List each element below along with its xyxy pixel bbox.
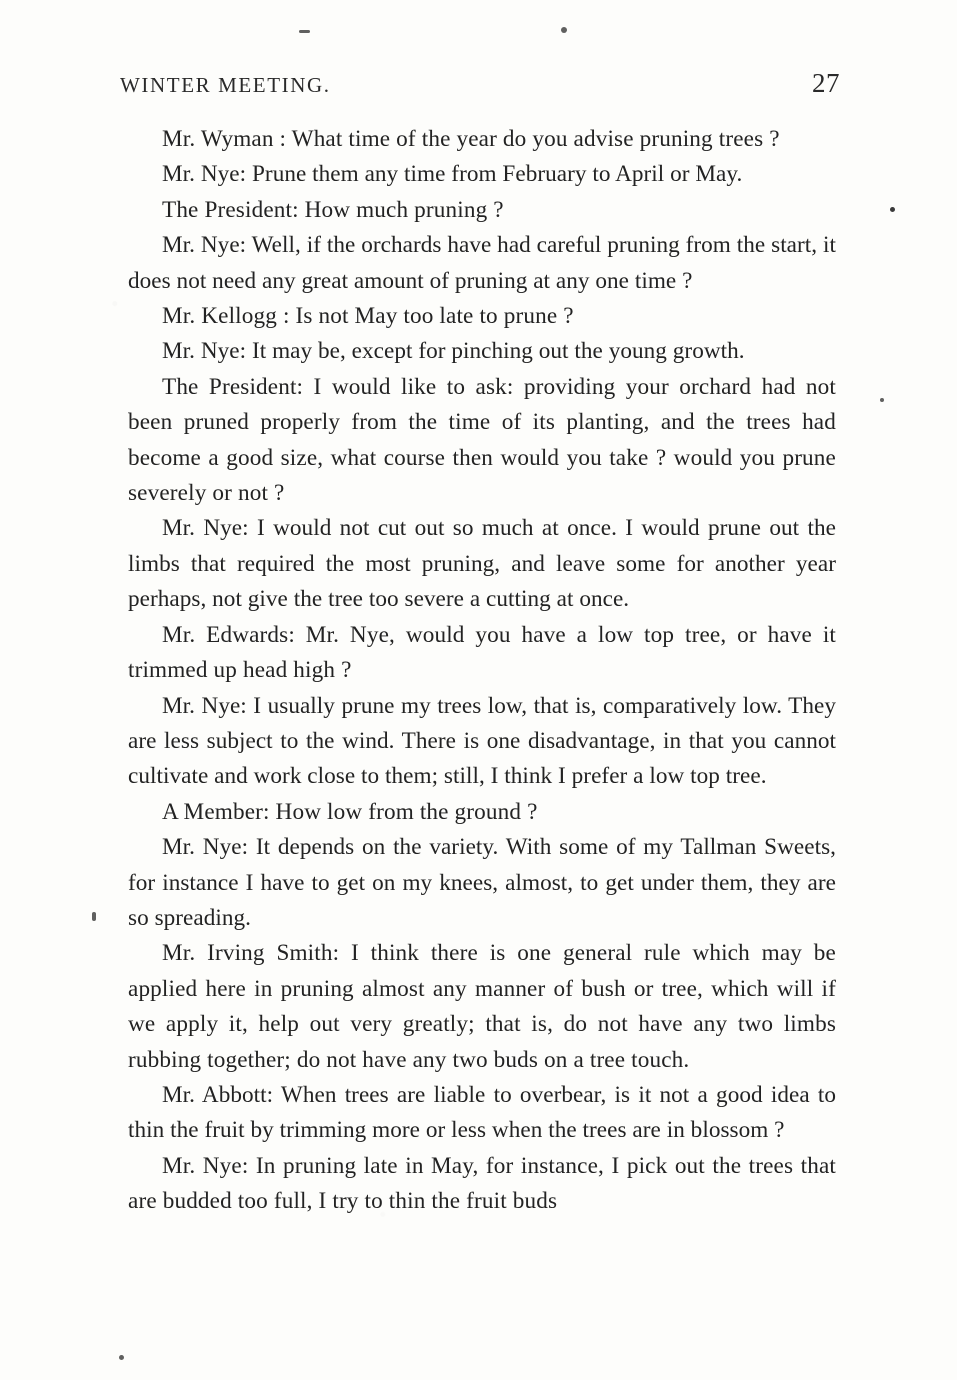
paragraph: Mr. Kellogg : Is not May too late to prune ?: [162, 303, 574, 330]
ink-speck: [119, 1355, 124, 1360]
paragraph: Mr. Abbott: When trees are liable to overbear, is it not a good idea to thin the fruit by trimming more or less when the trees are in blossom ?: [128, 1081, 836, 1144]
paragraph: Mr. Nye: In pruning late in May, for instance, I pick out the trees that are budded too full, I try to thin the fruit buds: [128, 1152, 836, 1215]
ink-speck: [561, 27, 567, 33]
page-body: [128, 122, 836, 1220]
paragraph: Mr. Wyman : What time of the year do you advise pruning trees ?: [162, 126, 780, 152]
paragraph: The President: How much pruning ?: [162, 196, 504, 223]
ink-speck: [299, 30, 310, 33]
paragraph: Mr. Nye: It depends on the variety. With some of my Tallman Sweets, for instance I have to get on my knees, almost, to get under them, they are so spreading.: [128, 834, 836, 931]
paragraph: Mr. Edwards: Mr. Nye, would you have a low top tree, or have it trimmed up head high ?: [128, 621, 836, 684]
page-number: 27: [812, 68, 840, 98]
ink-speck: [880, 398, 884, 402]
running-head: WINTER MEETING.: [120, 73, 331, 97]
page-header: [120, 68, 840, 99]
paragraph: Mr. Nye: I would not cut out so much at once. I would prune out the limbs that required the most pruning, and leave some for another year perhaps, not give the tree too severe a cutting at once.: [128, 515, 836, 613]
paragraph: Mr. Nye: Prune them any time from February to April or May.: [162, 161, 743, 188]
ink-speck: [890, 207, 895, 212]
paragraph: The President: I would like to ask: providing your orchard had not been pruned properly from the time of its planting, and the trees had become a good size, what course then would you take ? would you prune severely or not ?: [128, 373, 836, 507]
paragraph: Mr. Nye: It may be, except for pinching out the young growth.: [162, 338, 745, 365]
paragraph: Mr. Nye: Well, if the orchards have had careful pruning from the start, it does not need any great amount of pruning at any one time ?: [128, 232, 836, 294]
paragraph: A Member: How low from the ground ?: [162, 798, 538, 825]
paragraph: Mr. Irving Smith: I think there is one general rule which may be applied here in pruning almost any manner of bush or tree, which will if we apply it, help out very greatly; that is, do not have any two limbs rubbing together; do not have any two buds on a tree touch.: [128, 940, 836, 1073]
paragraph: Mr. Nye: I usually prune my trees low, that is, comparatively low. They are less subject to the wind. There is one disadvantage, in that you cannot cultivate and work close to them; still, I think I prefer a low top tree.: [128, 692, 836, 790]
ink-speck: [92, 912, 96, 921]
